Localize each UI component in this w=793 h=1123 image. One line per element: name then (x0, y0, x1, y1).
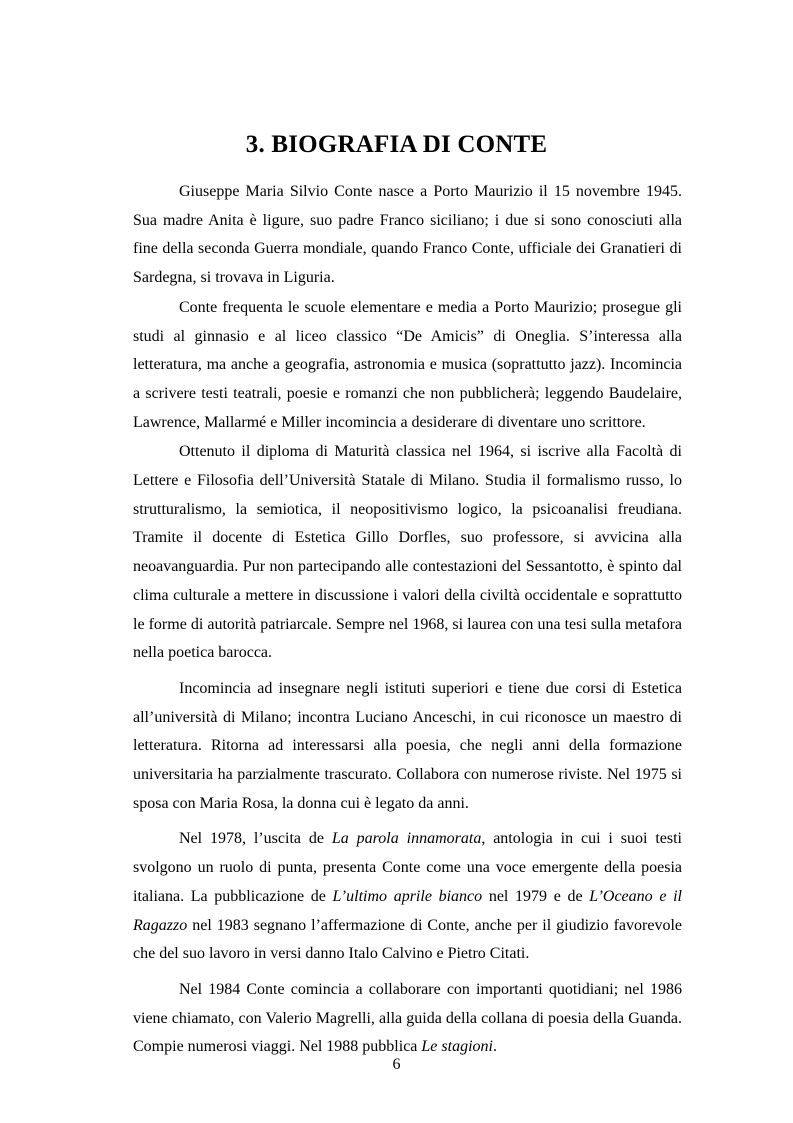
paragraph-text: , antologia in cui i suoi testi svolgono un ruolo di punta, presenta Conte come una voce emergente della poesia italiana. La pubblicazione de (133, 830, 682, 905)
paragraph-text: . (492, 1038, 497, 1056)
page-number: 6 (392, 1056, 401, 1073)
paragraph-university (133, 438, 682, 668)
paragraph-text: Giuseppe Maria Silvio Conte nasce a Porto Maurizio il 15 novembre 1945. Sua madre Anita è ligure, suo padre Franco siciliano; i due si sono conosciuti alla fine della seconda Guerra mondiale, quando Franco Conte, ufficiale dei Granatieri di Sardegna, si trovava in Liguria. (133, 183, 682, 287)
paragraph-text: nel 1979 e de (482, 887, 590, 905)
chapter-title: 3. BIOGRAFIA DI CONTE (245, 130, 548, 158)
paragraph-text: nel 1983 segnano l’affermazione di Conte, anche per il giudizio favorevole che del suo lavoro in versi danno Italo Calvino e Pietro Citati. (133, 916, 682, 963)
book-title: L’Oceano e il Ragazzo (133, 887, 682, 934)
paragraph-birth (133, 178, 682, 293)
paragraph-text: Nel 1984 Conte comincia a collaborare con importanti quotidiani; nel 1986 viene chiamato, con Valerio Magrelli, alla guida della collana di poesia della Guanda. Compie numerosi viaggi. Nel 1988 pubblica (133, 980, 682, 1056)
book-title: L’ultimo aprile bianco (332, 887, 483, 905)
paragraph-teaching (133, 675, 682, 819)
paragraph-publications (133, 825, 682, 969)
paragraph-text: Nel 1978, l’uscita de (179, 830, 332, 848)
paragraph-text: Incomincia ad insegnare negli istituti superiori e tiene due corsi di Estetica all’università di Milano; incontra Luciano Anceschi, in cui riconosce un maestro di letteratura. Ritorna ad interessarsi alla poesia, che negli anni della formazione universitaria ha parzialmente trascurato. Collabora con numerose riviste. Nel 1975 si sposa con Maria Rosa, la donna cui è legato da anni. (133, 679, 682, 812)
book-title: La parola innamorata (331, 830, 482, 848)
book-title: Le stagioni (421, 1038, 493, 1056)
paragraph-journalism (133, 976, 682, 1062)
paragraph-text: Ottenuto il diploma di Maturità classica nel 1964, si iscrive alla Facoltà di Lettere e Filosofia dell’Università Statale di Milano. Studia il formalismo russo, lo strutturalismo, la semiotica, il neopositivismo logico, la psicoanalisi freudiana. Tramite il docente di Estetica Gillo Dorfles, suo professore, si avvicina alla neoavanguardia. Pur non partecipando alle contestazioni del Sessantotto, è spinto dal clima culturale a mettere in discussione i valori della civiltà occidentale e soprattutto le forme di autorità patriarcale. Sempre nel 1968, si laurea con una tesi sulla metafora nella poetica barocca. (133, 443, 682, 662)
paragraph-text: Conte frequenta le scuole elementare e media a Porto Maurizio; prosegue gli studi al ginnasio e al liceo classico “De Amicis” di Oneglia. S’interessa alla letteratura, ma anche a geografia, astronomia e musica (soprattutto jazz). Incomincia a scrivere testi teatrali, poesie e romanzi che non pubblicherà; leggendo Baudelaire, Lawrence, Mallarmé e Miller incomincia a desiderare di diventare uno scrittore. (133, 298, 682, 431)
body-text (133, 178, 682, 1062)
paragraph-schooling (133, 294, 682, 438)
